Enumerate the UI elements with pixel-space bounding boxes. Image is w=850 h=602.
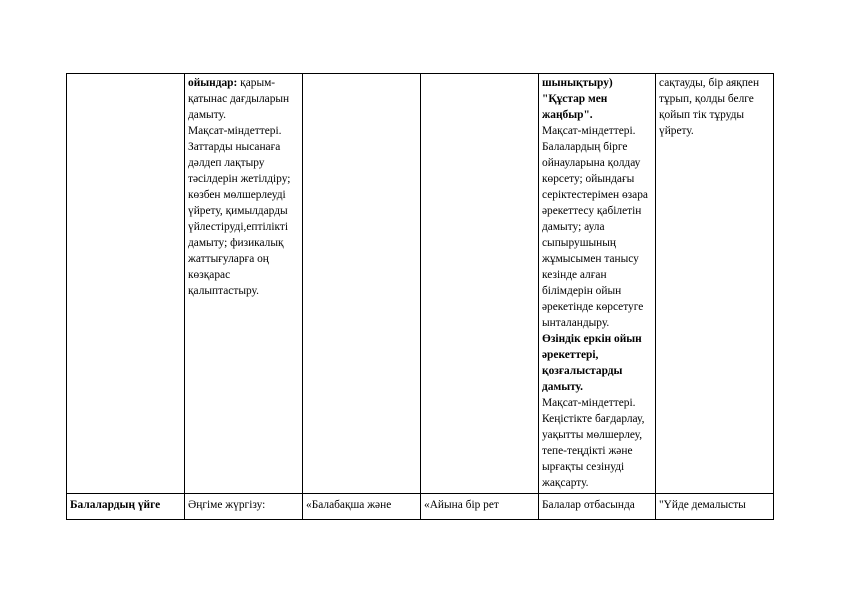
cell-r2-c1: Балалардың үйге	[67, 494, 185, 520]
weekly-plan-table	[66, 73, 774, 520]
cell-text-line	[542, 331, 652, 347]
cell-r1-c5	[539, 74, 656, 494]
plain-text: ойнауларына қолдау	[542, 157, 641, 169]
bold-text: Өзіндік еркін ойын	[542, 333, 642, 345]
plain-text: көрсету; ойындағы	[542, 173, 635, 185]
bold-text: әрекеттері,	[542, 349, 599, 361]
cell-text-line	[542, 155, 652, 171]
cell-text-line	[188, 219, 299, 235]
cell-r2-c2: Әңгіме жүргізу:	[185, 494, 303, 520]
cell-text-line	[542, 395, 652, 411]
cell-text-line	[188, 107, 299, 123]
plain-text: сақтауды, бір аяқпен	[659, 77, 760, 89]
cell-text-line	[542, 107, 652, 123]
cell-text-line	[542, 75, 652, 91]
plain-text: қалыптастыру.	[188, 285, 259, 297]
cell-text-line	[542, 235, 652, 251]
plain-text: қатынас дағдыларын	[188, 93, 290, 105]
cell-text-line	[659, 123, 770, 139]
cell-r1-c2	[185, 74, 303, 494]
cell-text-line	[188, 235, 299, 251]
plain-text: сыпырушының	[542, 237, 616, 249]
plain-text: көзқарас	[188, 269, 231, 281]
plain-text: әрекетінде көрсетуге	[542, 301, 644, 313]
cell-text-line	[188, 251, 299, 267]
cell-text-line	[188, 267, 299, 283]
cell-text-line	[542, 91, 652, 107]
plain-text: Заттарды нысанаға	[188, 141, 281, 153]
plain-text: дамыту.	[188, 109, 226, 121]
cell-text-line	[542, 459, 652, 475]
cell-text-line	[542, 267, 652, 283]
plain-text: тәсілдерін жетілдіру;	[188, 173, 291, 185]
table-row-activities	[67, 74, 774, 494]
plain-text: Мақсат-міндеттері.	[542, 397, 636, 409]
plain-text: серіктестерімен өзара	[542, 189, 648, 201]
cell-text-line	[542, 203, 652, 219]
cell-text-line	[188, 75, 299, 91]
cell-text-line	[542, 299, 652, 315]
cell-text-line	[542, 363, 652, 379]
bold-text: шынықтыру)	[542, 77, 613, 89]
cell-text-line	[659, 75, 770, 91]
cell-text-line	[542, 379, 652, 395]
cell-text-line	[542, 475, 652, 491]
cell-text-line	[542, 123, 652, 139]
cell-text-line	[188, 91, 299, 107]
plain-text: әрекеттесу қабілетін	[542, 205, 642, 217]
plain-text: жұмысымен танысу	[542, 253, 639, 265]
plain-text: көзбен мөлшерлеуді	[188, 189, 286, 201]
cell-text-line	[188, 155, 299, 171]
plain-text: қойып тік тұруды	[659, 109, 745, 121]
cell-text-line	[542, 427, 652, 443]
plain-text: білімдерін ойын	[542, 285, 622, 297]
bold-text: "Құстар мен	[542, 93, 608, 105]
cell-text-line	[542, 443, 652, 459]
plain-text: дамыту; физикалық	[188, 237, 284, 249]
plain-text: дамыту; аула	[542, 221, 605, 233]
cell-r1-c3	[303, 74, 421, 494]
cell-text-line	[542, 315, 652, 331]
table-row-going-home	[67, 494, 774, 520]
plain-text: дәлдеп лақтыру	[188, 157, 265, 169]
cell-r1-c1	[67, 74, 185, 494]
cell-text-line	[188, 123, 299, 139]
plain-text: жақсарту.	[542, 477, 589, 489]
bold-text: қозғалыстарды	[542, 365, 623, 377]
plain-text: жаттығуларға оң	[188, 253, 269, 265]
cell-text-line	[188, 187, 299, 203]
cell-r2-c5: Балалар отбасында	[539, 494, 656, 520]
cell-text-line	[659, 91, 770, 107]
cell-text-line	[542, 283, 652, 299]
plain-text: уақытты мөлшерлеу,	[542, 429, 643, 441]
bold-text: дамыту.	[542, 381, 583, 393]
plain-text: ырғақты сезінуді	[542, 461, 625, 473]
cell-text-line	[542, 187, 652, 203]
plain-text: Мақсат-міндеттері.	[188, 125, 282, 137]
cell-text-line	[188, 171, 299, 187]
plain-text: Балалардың бірге	[542, 141, 628, 153]
plain-text: үйрету.	[659, 125, 694, 137]
plain-text: үйрету, қимылдарды	[188, 205, 288, 217]
cell-text-line	[542, 251, 652, 267]
cell-r1-c6	[656, 74, 774, 494]
cell-text-line	[188, 203, 299, 219]
cell-text-line	[542, 411, 652, 427]
plain-text: үйлестіруді,ептілікті	[188, 221, 289, 233]
cell-r2-c6: "Үйде демалысты	[656, 494, 774, 520]
cell-text-line	[659, 107, 770, 123]
plain-text: ынталандыру.	[542, 317, 610, 329]
plain-text: Мақсат-міндеттері.	[542, 125, 636, 137]
plain-text: тепе-теңдікті және	[542, 445, 633, 457]
cell-r2-c4: «Айына бір рет	[421, 494, 539, 520]
bold-text: ойындар:	[188, 77, 238, 89]
cell-text-line	[542, 171, 652, 187]
plain-text: Кеңістікте бағдарлау,	[542, 413, 645, 425]
cell-r2-c3: «Балабақша және	[303, 494, 421, 520]
plain-text: қарым-	[237, 77, 276, 89]
plain-text: кезінде алған	[542, 269, 607, 281]
plain-text: тұрып, қолды белге	[659, 93, 754, 105]
cell-text-line	[542, 347, 652, 363]
cell-text-line	[188, 283, 299, 299]
cell-text-line	[542, 139, 652, 155]
bold-text: жаңбыр".	[542, 109, 593, 121]
cell-text-line	[542, 219, 652, 235]
cell-r1-c4	[421, 74, 539, 494]
cell-text-line	[188, 139, 299, 155]
